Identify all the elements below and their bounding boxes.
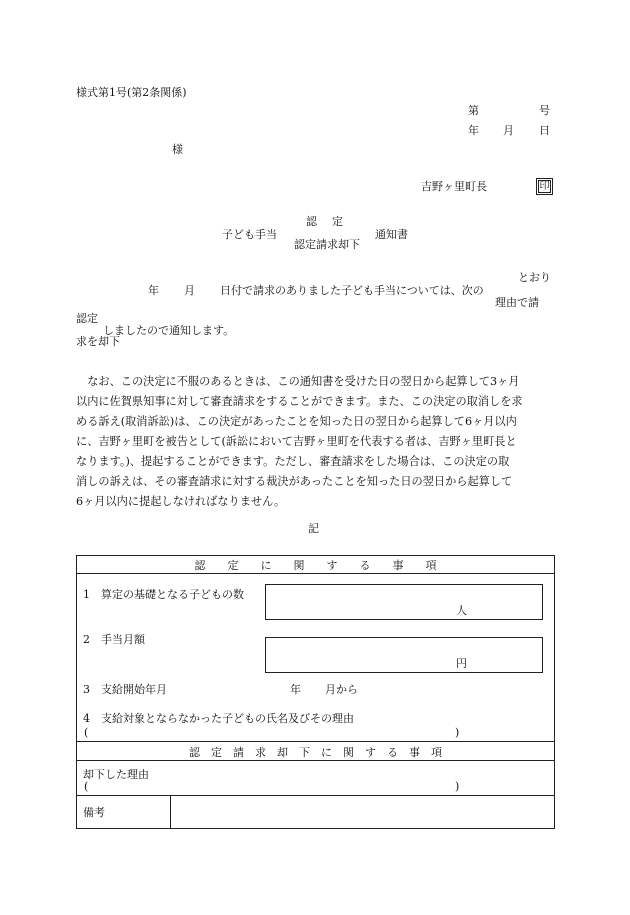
notice-line: に、吉野ヶ里町を被告として(訴訟において吉野ヶ里町を代表する者は、吉野ヶ里町長と [76, 435, 517, 448]
notice-line: 6ヶ月以内に提起しなければなりません。 [76, 495, 286, 508]
date-day: 日 [539, 124, 550, 137]
title-option-reject: 認定請求却下 [294, 238, 360, 251]
start-year-mark: 年 [290, 683, 301, 696]
appeal-notice-paragraph [76, 372, 558, 512]
children-count-field [265, 584, 543, 620]
table-divider [76, 760, 555, 761]
opening-option-bottom: 理由で請 [495, 296, 539, 309]
opening-decision-top: 認定 [76, 312, 98, 325]
paren-open: ( [84, 726, 89, 739]
opening-option-top: とおり [518, 271, 551, 284]
date-year: 年 [468, 124, 479, 137]
form-number: 様式第1号(第2条関係) [76, 86, 187, 99]
title-suffix: 通知書 [375, 228, 408, 241]
rejection-reason-label: 却下した理由 [83, 768, 149, 781]
table-divider [76, 741, 555, 742]
seal-mark: 印 [536, 178, 553, 195]
notice-line: める訴え(取消訴訟)は、この決定があったことを知った日の翌日から起算して6ヶ月以内 [76, 415, 517, 428]
paren-close: ) [455, 780, 460, 793]
remarks-label: 備考 [83, 806, 105, 819]
notice-line: なお、この決定に不服のあるときは、この通知書を受けた日の翌日から起算して3ヶ月 [76, 375, 520, 388]
opening-decision-bottom: 求を却下 [76, 335, 120, 348]
date-month: 月 [503, 124, 514, 137]
paren-close: ) [455, 726, 460, 739]
item-monthly-amount-label: 2 手当月額 [83, 633, 145, 646]
remarks-column-divider [170, 795, 171, 829]
table-divider [76, 795, 555, 796]
notice-line: なります。)、提起することができます。ただし、審査請求をした場合は、この決定の取 [76, 455, 510, 468]
opening-body: 日付で請求のありました子ども手当については、次の [220, 284, 484, 297]
item-start-month-label: 3 支給開始年月 [83, 683, 167, 696]
item-children-count-label: 1 算定の基礎となる子どもの数 [83, 588, 244, 601]
document-number-suffix: 号 [539, 104, 550, 117]
monthly-amount-unit: 円 [456, 657, 467, 670]
paren-open: ( [84, 780, 89, 793]
opening-closing: しましたので通知します。 [103, 324, 235, 337]
document-number-prefix: 第 [468, 104, 479, 117]
notice-line: 以内に佐賀県知事に対して審査請求をすることができます。また、この決定の取消しを求 [76, 395, 523, 408]
opening-year: 年 [148, 284, 159, 297]
item-excluded-children-label: 4 支給対象とならなかった子どもの氏名及びその理由 [83, 712, 354, 725]
addressee-suffix: 様 [172, 143, 183, 156]
ki-mark: 記 [308, 522, 319, 535]
notice-line: 消しの訴えは、その審査請求に対する裁決があったことを知った日の翌日から起算して [76, 475, 513, 488]
children-count-unit: 人 [456, 604, 467, 617]
section-approval-header: 認 定 に 関 す る 事 項 [194, 559, 437, 572]
opening-month: 月 [184, 284, 195, 297]
start-month-mark: 月から [325, 683, 358, 696]
monthly-amount-field [265, 637, 543, 673]
table-divider [76, 573, 555, 574]
title-main: 子ども手当 [222, 228, 277, 241]
section-rejection-header: 認 定 請 求 却 下 に 関 す る 事 項 [189, 746, 442, 759]
title-option-approve: 認 定 [306, 215, 345, 228]
issuer-name: 吉野ヶ里町長 [421, 180, 487, 193]
